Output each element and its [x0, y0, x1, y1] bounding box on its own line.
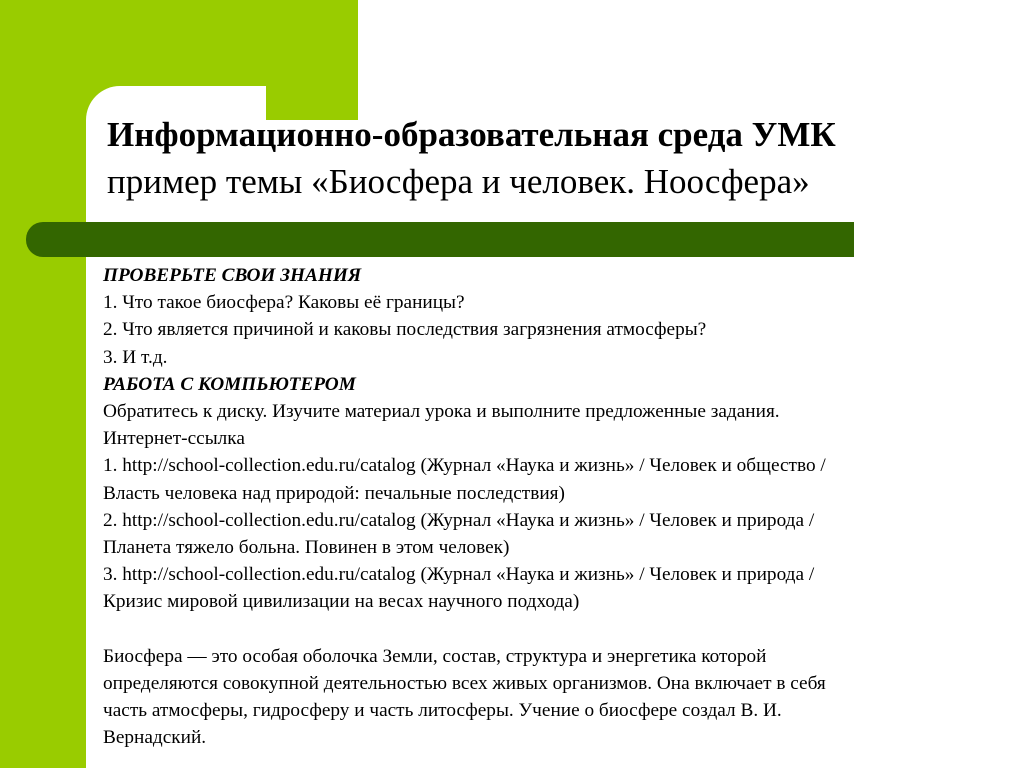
slide-title: Информационно-образовательная среда УМК [107, 115, 836, 154]
body-line: определяются совокупной деятельностью всех живых организмов. Она включает в себя [103, 673, 826, 695]
body-line: Вернадский. [103, 727, 207, 749]
body-line: Кризис мировой цивилизации на весах научного подхода) [103, 591, 580, 613]
body-line: Обратитесь к диску. Изучите материал урока и выполните предложенные задания. [103, 401, 780, 423]
section-heading: РАБОТА С КОМПЬЮТЕРОМ [103, 373, 356, 395]
body-line: 3. http://school-collection.edu.ru/catalog (Журнал «Наука и жизнь» / Человек и природа / [103, 564, 815, 586]
body-line [103, 616, 1003, 643]
slide-subtitle: пример темы «Биосфера и человек. Ноосфера» [107, 162, 810, 201]
section-heading: ПРОВЕРЬТЕ СВОИ ЗНАНИЯ [103, 265, 362, 286]
body-line: 1. http://school-collection.edu.ru/catalog (Журнал «Наука и жизнь» / Человек и общество / [103, 455, 826, 477]
body-line: Власть человека над природой: печальные последствия) [103, 482, 565, 504]
divider-bar [26, 222, 854, 257]
body-line: 2. Что является причиной и каковы последствия загрязнения атмосферы? [103, 319, 707, 341]
body-line: 1. Что такое биосфера? Каковы её границы? [103, 292, 465, 314]
body-line: Интернет-ссылка [103, 428, 245, 450]
title-block [107, 110, 1007, 204]
body-text [103, 262, 1003, 752]
body-line: Планета тяжело больна. Повинен в этом человек) [103, 537, 510, 559]
body-line: Биосфера — это особая оболочка Земли, состав, структура и энергетика которой [103, 645, 767, 667]
body-line: часть атмосферы, гидросферу и часть литосферы. Учение о биосфере создал В. И. [103, 700, 782, 722]
body-line: 3. И т.д. [103, 346, 168, 368]
body-line: 2. http://school-collection.edu.ru/catalog (Журнал «Наука и жизнь» / Человек и природа / [103, 509, 815, 531]
